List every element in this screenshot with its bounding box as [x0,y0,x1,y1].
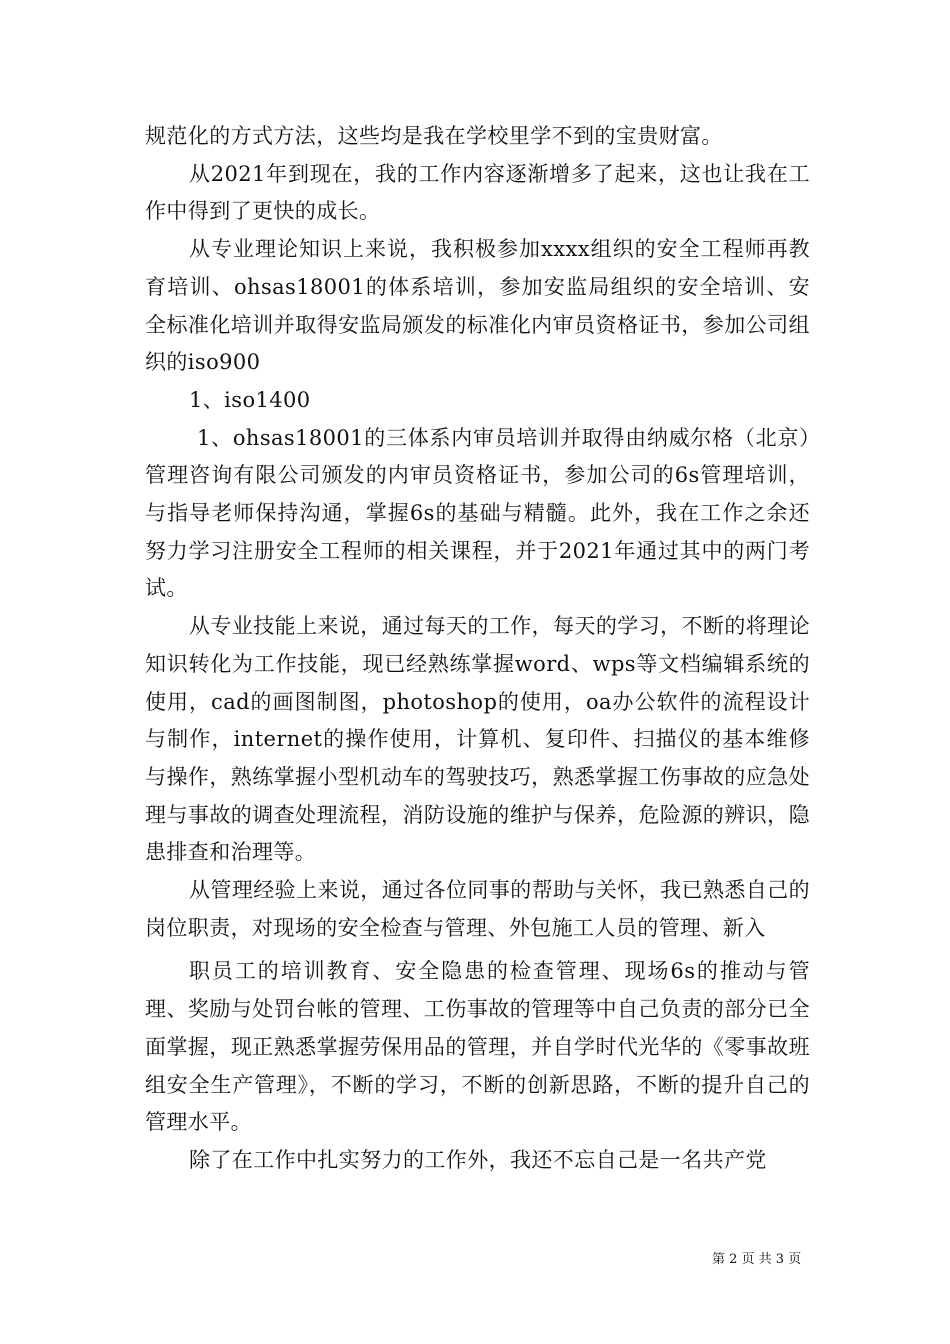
paragraph-9: 除了在工作中扎实努力的工作外，我还不忘自己是一名共产党 [189,1147,767,1172]
page-number-footer: 第 2 页 共 3 页 [712,1252,802,1267]
paragraph-2: 从2021年到现在，我的工作内容逐渐增多了起来，这也让我在工作中得到了更快的成长。 [145,161,810,224]
paragraph-8: 职员工的培训教育、安全隐患的检查管理、现场6s的推动与管理、奖励与处罚台帐的管理、工伤事故的管理等中自己负责的部分已全面掌握，现正熟悉掌握劳保用品的管理，并自学时代光华的《零事故班组安全生产管理》，不断的学习，不断的创新思路，不断的提升自己的管理水平。 [145,959,810,1135]
paragraph-1: 规范化的方式方法，这些均是我在学校里学不到的宝贵财富。 [145,124,723,148]
paragraph-7: 从管理经验上来说，通过各位同事的帮助与关怀，我已熟悉自己的岗位职责，对现场的安全检查与管理、外包施工人员的管理、新入 [145,878,810,940]
paragraph-4: 1、iso1400 [189,387,311,412]
paragraph-6: 从专业技能上来说，通过每天的工作，每天的学习，不断的将理论知识转化为工作技能，现已经熟练掌握word、wps等文档编辑系统的使用，cad的画图制图，photoshop的使用，oa办公软件的流程设计与制作，internet的操作使用，计算机、复印件、扫描仪的基本维修与操作，熟练掌握小型机动车的驾驶技巧，熟悉掌握工伤事故的应急处理与事故的调查处理流程，消防设施的维护与保养，危险源的辨识，隐患排查和治理等。 [145,614,810,865]
paragraph-5: 1、ohsas18001的三体系内审员培训并取得由纳威尔格（北京）管理咨询有限公司颁发的内审员资格证书，参加公司的6s管理培训，与指导老师保持沟通，掌握6s的基础与精髓。此外，我在工作之余还努力学习注册安全工程师的相关课程，并于2021年通过其中的两门考试。 [145,425,810,601]
paragraph-3: 从专业理论知识上来说，我积极参加xxxx组织的安全工程师再教育培训、ohsas18001的体系培训，参加安监局组织的安全培训、安全标准化培训并取得安监局颁发的标准化内审员资格证书，参加公司组织的iso900 [145,237,810,375]
document-body [145,118,810,1180]
